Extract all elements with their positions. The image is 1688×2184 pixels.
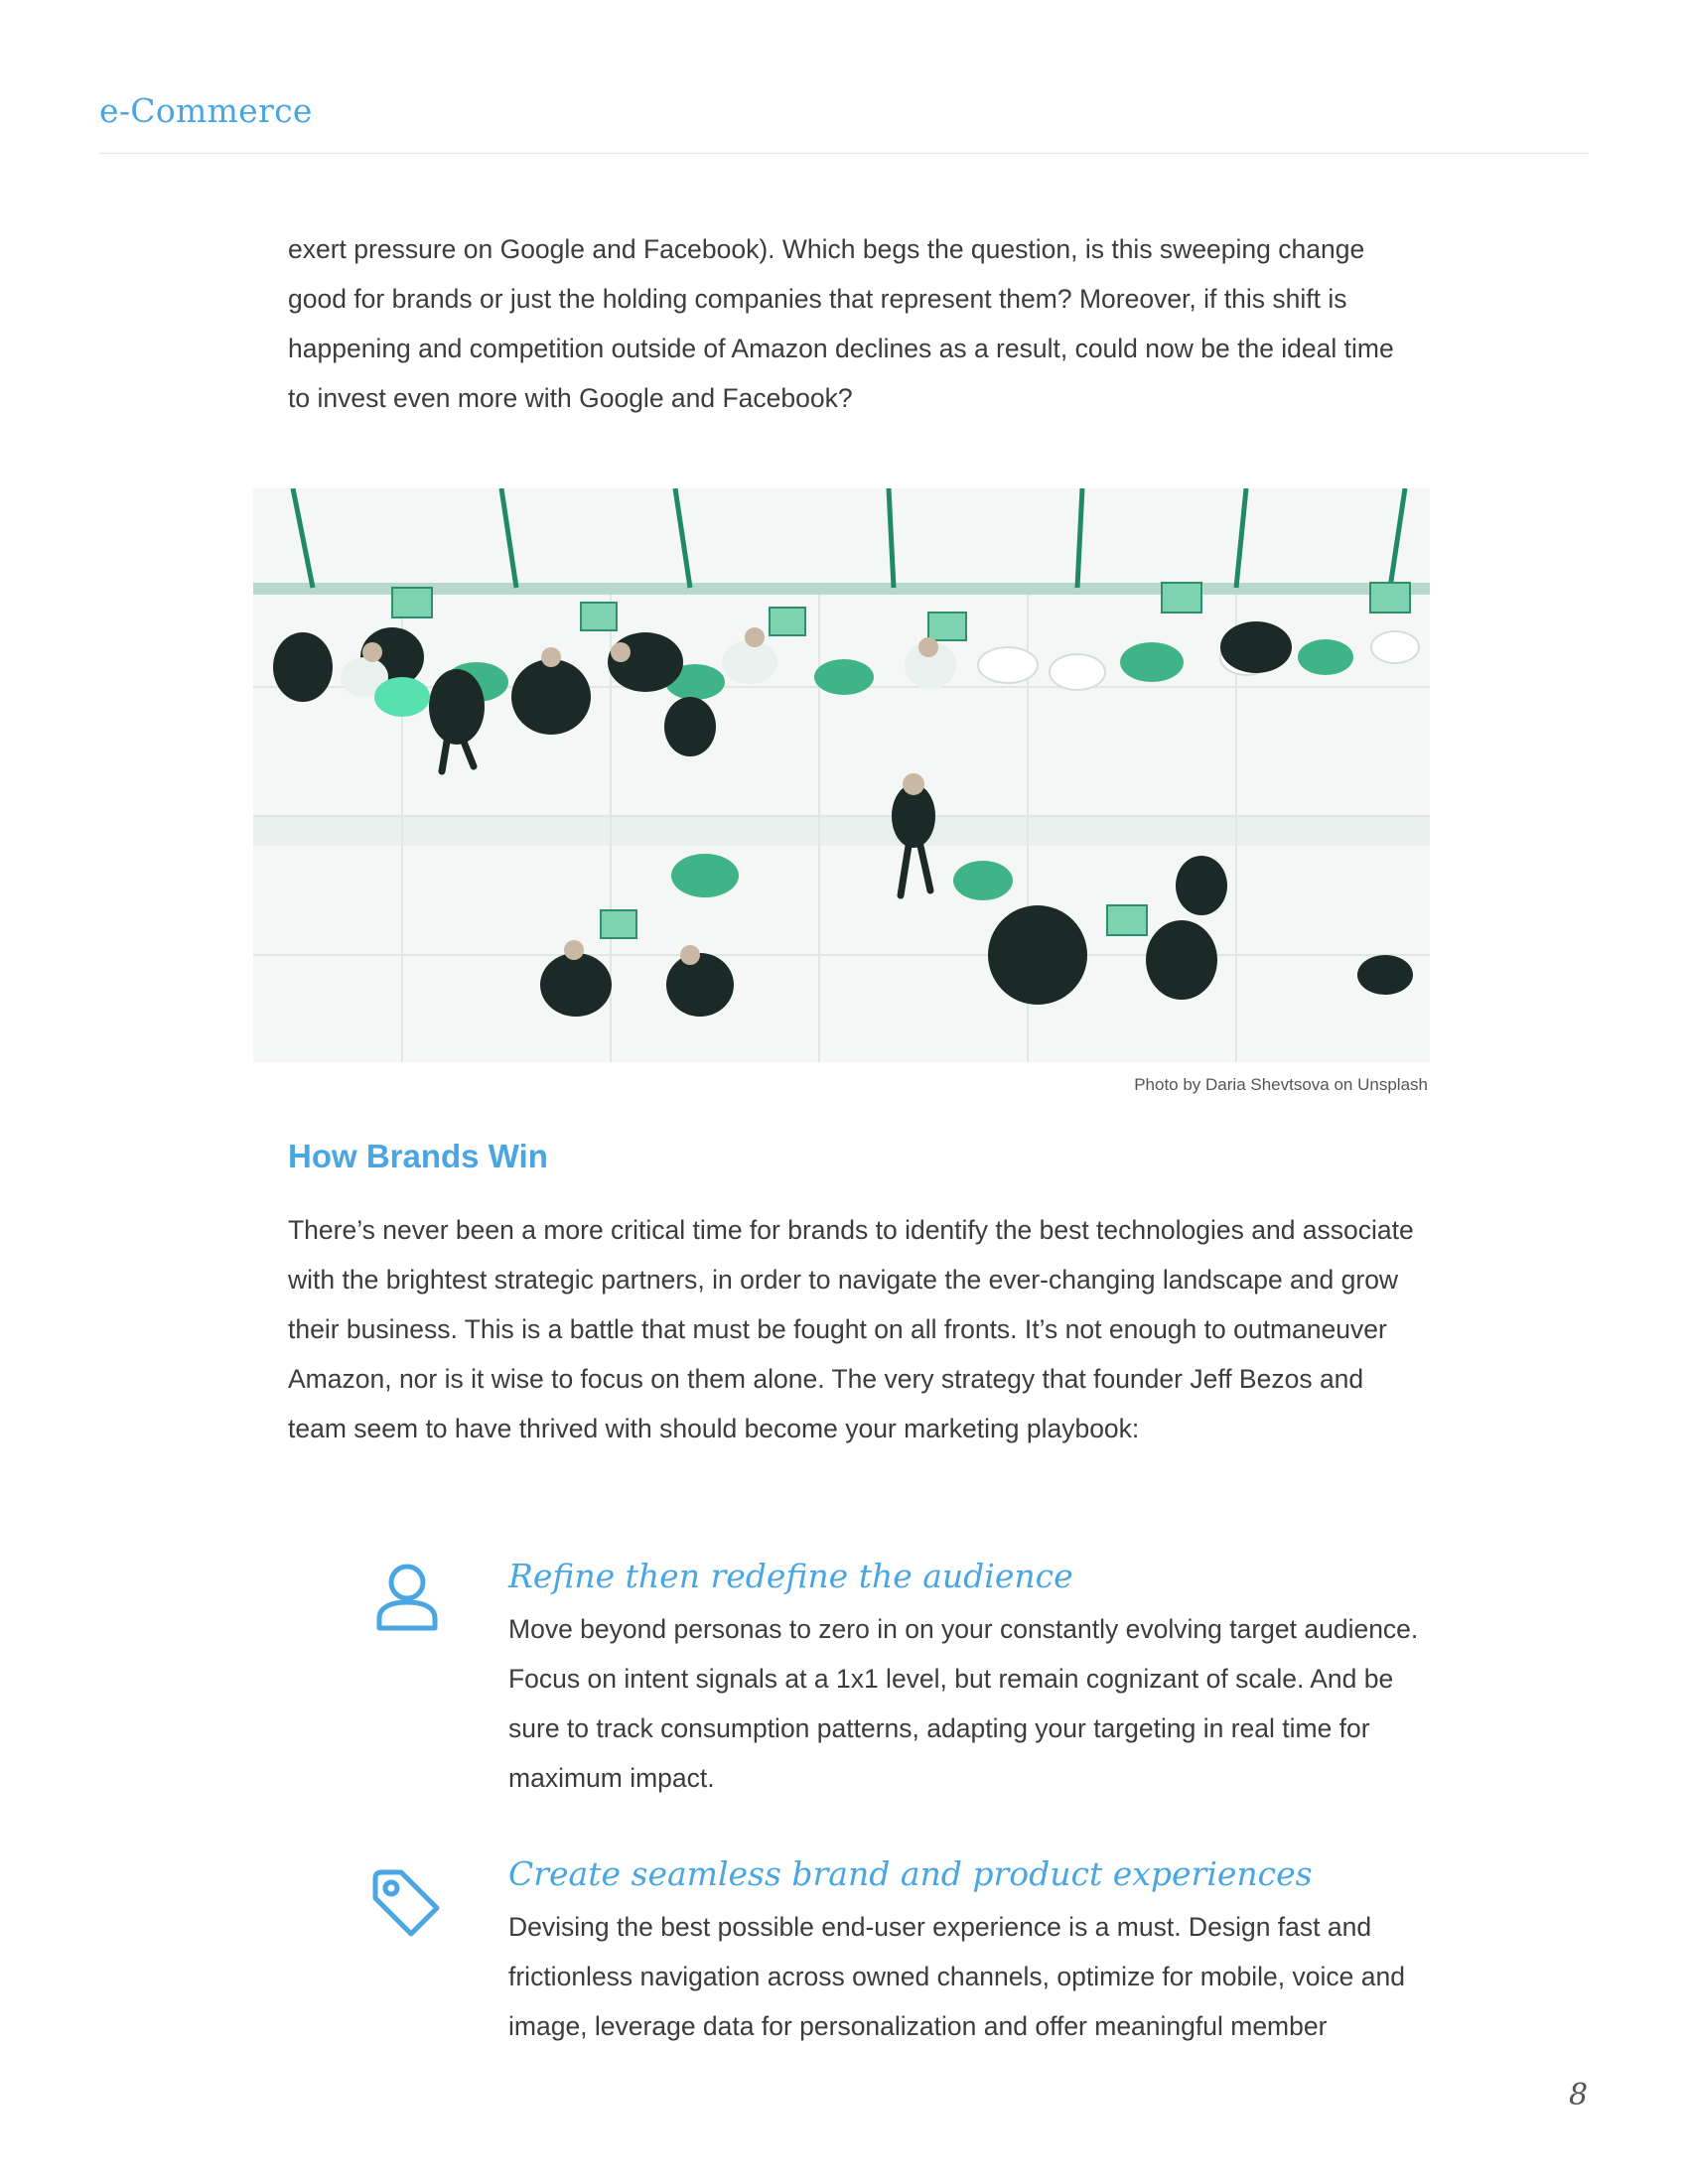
page-number: 8 — [1569, 2078, 1589, 2113]
header-divider — [99, 153, 1589, 154]
feature-title: Create seamless brand and product experiences — [508, 1854, 1313, 1893]
header-title: e-Commerce — [99, 91, 313, 130]
section-paragraph: There’s never been a more critical time for brands to identify the best technologies and associate with the brightest strategic partners, in order to navigate the ever-changing landscape and grow their business. This is a battle that must be fought on all fronts. It’s not enough to outmaneuver Amazon, nor is it wise to focus on them alone. The very strategy that founder Jeff Bezos and team seem to have thrived with should become your marketing playbook: — [288, 1215, 1414, 1443]
feature-text: Move beyond personas to zero in on your constantly evolving target audience. Focus on intent signals at a 1x1 level, but remain cognizant of scale. And be sure to track consumption patterns, adapting your targeting in real time for maximum impact. — [508, 1614, 1419, 1793]
cafe-photo-illustration — [253, 488, 1430, 1062]
feature-title: Refine then redefine the audience — [508, 1557, 1073, 1595]
tag-icon — [367, 1864, 447, 1944]
photo-caption: Photo by Daria Shevtsova on Unsplash — [1134, 1075, 1428, 1094]
cafe-photo — [253, 488, 1430, 1062]
user-icon — [367, 1559, 447, 1638]
intro-paragraph: exert pressure on Google and Facebook). Which begs the question, is this sweeping change good for brands or just the holding companies that represent them? Moreover, if this shift is happening and competition outside of Amazon declines as a result, could now be the ideal time to invest even more with Google and Facebook? — [288, 234, 1394, 413]
section-heading: How Brands Win — [288, 1138, 548, 1174]
feature-text: Devising the best possible end-user experience is a must. Design fast and frictionless navigation across owned channels, optimize for mobile, voice and image, leverage data for personalization and offer meaningful member — [508, 1912, 1405, 2041]
